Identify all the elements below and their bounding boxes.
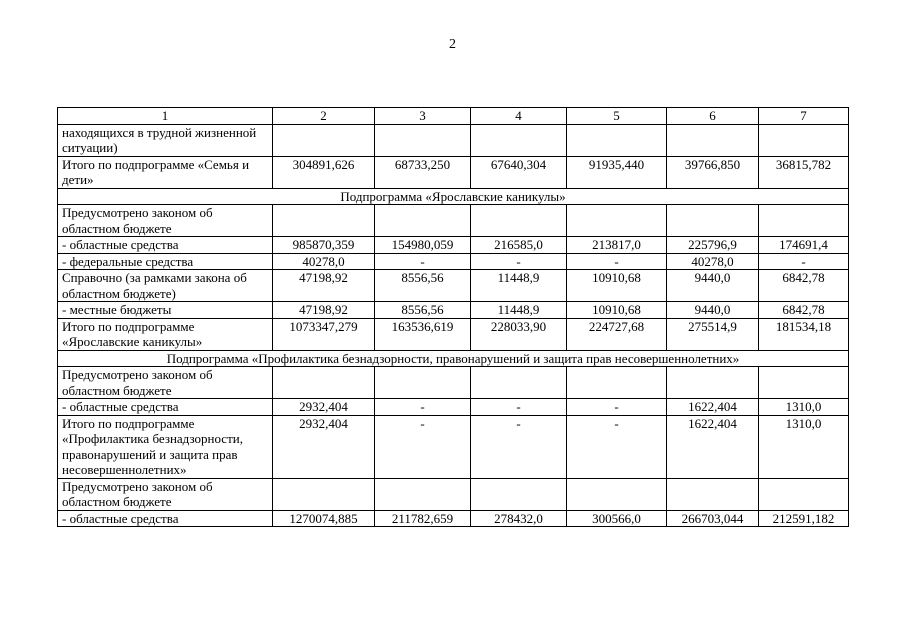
value-cell: 8556,56 bbox=[375, 270, 471, 302]
value-cell: 10910,68 bbox=[567, 302, 667, 319]
subprogram-title: Подпрограмма «Профилактика безнадзорности, правонарушений и защита прав несовершеннолетних» bbox=[58, 350, 849, 367]
row-label: Итого по подпрограмме «Профилактика безнадзорности, правонарушений и защита прав несовершеннолетних» bbox=[58, 415, 273, 478]
value-cell bbox=[667, 367, 759, 399]
value-cell bbox=[759, 205, 849, 237]
value-cell: 211782,659 bbox=[375, 510, 471, 527]
value-cell: - bbox=[567, 399, 667, 416]
value-cell: 39766,850 bbox=[667, 156, 759, 188]
value-cell: 154980,059 bbox=[375, 237, 471, 254]
value-cell: 212591,182 bbox=[759, 510, 849, 527]
value-cell bbox=[273, 205, 375, 237]
value-cell: 6842,78 bbox=[759, 302, 849, 319]
table-row bbox=[58, 510, 849, 527]
table-row bbox=[58, 205, 849, 237]
value-cell bbox=[375, 478, 471, 510]
row-label: Предусмотрено законом об областном бюджете bbox=[58, 367, 273, 399]
value-cell: 1310,0 bbox=[759, 399, 849, 416]
table-row bbox=[58, 124, 849, 156]
table-row bbox=[58, 399, 849, 416]
value-cell: 304891,626 bbox=[273, 156, 375, 188]
value-cell: 174691,4 bbox=[759, 237, 849, 254]
value-cell: - bbox=[567, 253, 667, 270]
table-row bbox=[58, 237, 849, 254]
column-number-header: 5 bbox=[567, 108, 667, 125]
value-cell: 163536,619 bbox=[375, 318, 471, 350]
value-cell: 8556,56 bbox=[375, 302, 471, 319]
value-cell: - bbox=[375, 253, 471, 270]
value-cell bbox=[375, 367, 471, 399]
value-cell bbox=[759, 124, 849, 156]
subprogram-section-row bbox=[58, 188, 849, 205]
value-cell: - bbox=[567, 415, 667, 478]
value-cell bbox=[567, 124, 667, 156]
value-cell: 228033,90 bbox=[471, 318, 567, 350]
value-cell: 1270074,885 bbox=[273, 510, 375, 527]
value-cell bbox=[567, 367, 667, 399]
value-cell bbox=[667, 205, 759, 237]
row-label: Итого по подпрограмме «Семья и дети» bbox=[58, 156, 273, 188]
value-cell: 216585,0 bbox=[471, 237, 567, 254]
value-cell bbox=[471, 124, 567, 156]
row-label: Справочно (за рамками закона об областном бюджете) bbox=[58, 270, 273, 302]
value-cell: 67640,304 bbox=[471, 156, 567, 188]
table-row bbox=[58, 367, 849, 399]
column-number-header: 3 bbox=[375, 108, 471, 125]
subprogram-title: Подпрограмма «Ярославские каникулы» bbox=[58, 188, 849, 205]
column-number-header: 6 bbox=[667, 108, 759, 125]
value-cell bbox=[667, 124, 759, 156]
table-row bbox=[58, 302, 849, 319]
value-cell: 275514,9 bbox=[667, 318, 759, 350]
value-cell: 36815,782 bbox=[759, 156, 849, 188]
value-cell bbox=[567, 205, 667, 237]
value-cell: 40278,0 bbox=[667, 253, 759, 270]
value-cell: 47198,92 bbox=[273, 270, 375, 302]
page-number: 2 bbox=[449, 37, 456, 52]
value-cell: - bbox=[471, 415, 567, 478]
value-cell bbox=[667, 478, 759, 510]
value-cell bbox=[375, 205, 471, 237]
value-cell: - bbox=[471, 399, 567, 416]
row-label: - местные бюджеты bbox=[58, 302, 273, 319]
value-cell: 985870,359 bbox=[273, 237, 375, 254]
table-row bbox=[58, 253, 849, 270]
value-cell: 47198,92 bbox=[273, 302, 375, 319]
value-cell: 1310,0 bbox=[759, 415, 849, 478]
value-cell bbox=[273, 124, 375, 156]
value-cell: 40278,0 bbox=[273, 253, 375, 270]
value-cell: 278432,0 bbox=[471, 510, 567, 527]
value-cell bbox=[471, 205, 567, 237]
value-cell: 9440,0 bbox=[667, 270, 759, 302]
column-number-header: 7 bbox=[759, 108, 849, 125]
value-cell: 1622,404 bbox=[667, 415, 759, 478]
value-cell: - bbox=[375, 399, 471, 416]
value-cell: - bbox=[471, 253, 567, 270]
value-cell: 6842,78 bbox=[759, 270, 849, 302]
value-cell: 11448,9 bbox=[471, 302, 567, 319]
row-label: находящихся в трудной жизненной ситуации) bbox=[58, 124, 273, 156]
table-row bbox=[58, 156, 849, 188]
value-cell bbox=[471, 367, 567, 399]
value-cell: 1073347,279 bbox=[273, 318, 375, 350]
value-cell: 300566,0 bbox=[567, 510, 667, 527]
value-cell: 181534,18 bbox=[759, 318, 849, 350]
value-cell bbox=[759, 367, 849, 399]
column-number-header: 4 bbox=[471, 108, 567, 125]
value-cell: 224727,68 bbox=[567, 318, 667, 350]
row-label: Итого по подпрограмме «Ярославские каникулы» bbox=[58, 318, 273, 350]
value-cell bbox=[273, 478, 375, 510]
value-cell: 91935,440 bbox=[567, 156, 667, 188]
value-cell: 9440,0 bbox=[667, 302, 759, 319]
table-row bbox=[58, 478, 849, 510]
table-row bbox=[58, 415, 849, 478]
value-cell: 10910,68 bbox=[567, 270, 667, 302]
column-number-header-row bbox=[58, 108, 849, 125]
row-label: - областные средства bbox=[58, 399, 273, 416]
row-label: - областные средства bbox=[58, 237, 273, 254]
budget-table bbox=[57, 107, 849, 527]
column-number-header: 2 bbox=[273, 108, 375, 125]
value-cell: 2932,404 bbox=[273, 399, 375, 416]
value-cell: - bbox=[759, 253, 849, 270]
value-cell: 1622,404 bbox=[667, 399, 759, 416]
value-cell: 2932,404 bbox=[273, 415, 375, 478]
row-label: Предусмотрено законом об областном бюджете bbox=[58, 205, 273, 237]
row-label: - областные средства bbox=[58, 510, 273, 527]
table-row bbox=[58, 270, 849, 302]
table-row bbox=[58, 318, 849, 350]
value-cell bbox=[375, 124, 471, 156]
value-cell: - bbox=[375, 415, 471, 478]
value-cell bbox=[759, 478, 849, 510]
row-label: - федеральные средства bbox=[58, 253, 273, 270]
value-cell bbox=[471, 478, 567, 510]
value-cell: 225796,9 bbox=[667, 237, 759, 254]
value-cell: 68733,250 bbox=[375, 156, 471, 188]
column-number-header: 1 bbox=[58, 108, 273, 125]
value-cell bbox=[273, 367, 375, 399]
subprogram-section-row bbox=[58, 350, 849, 367]
value-cell: 213817,0 bbox=[567, 237, 667, 254]
value-cell: 266703,044 bbox=[667, 510, 759, 527]
value-cell bbox=[567, 478, 667, 510]
row-label: Предусмотрено законом об областном бюджете bbox=[58, 478, 273, 510]
value-cell: 11448,9 bbox=[471, 270, 567, 302]
